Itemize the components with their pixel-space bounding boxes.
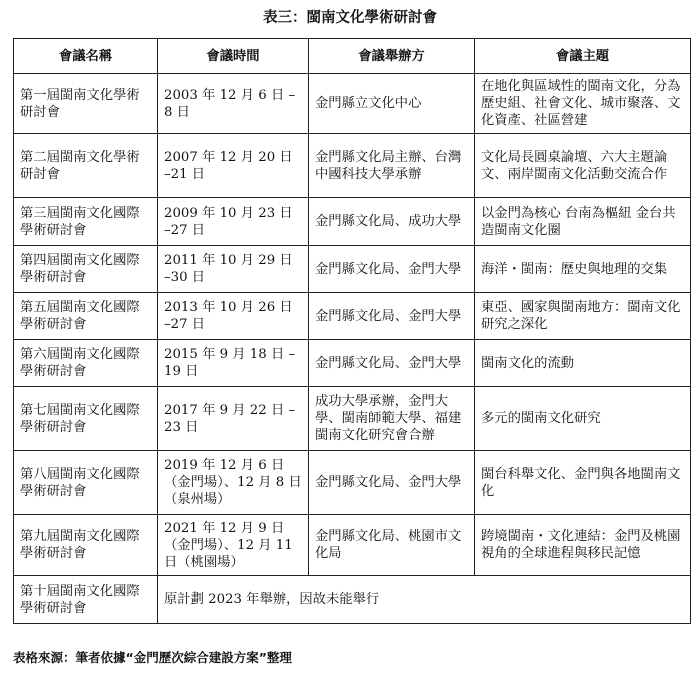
cell-name: 第六屆閩南文化國際學術研討會 [14,340,158,387]
table-row [14,293,691,340]
cell-theme: 閩南文化的流動 [475,340,691,387]
cell-theme: 海洋・閩南：歷史與地理的交集 [475,246,691,293]
header-time: 會議時間 [158,39,309,74]
cell-organizer: 金門縣文化局、金門大學 [309,246,475,293]
table-row [14,198,691,246]
cell-name: 第四屆閩南文化國際學術研討會 [14,246,158,293]
cell-theme: 東亞、國家與閩南地方：閩南文化研究之深化 [475,293,691,340]
cell-theme: 文化局長圓桌論壇、六大主題論文、兩岸閩南文化活動交流合作 [475,134,691,198]
cell-time: 2011 年 10 月 29 日 –30 日 [158,246,309,293]
table-title: 表三：閩南文化學術研討會 [263,10,437,26]
cell-organizer: 成功大學承辦，金門大學、閩南師範大學、福建閩南文化研究會合辦 [309,387,475,451]
conference-table [13,38,691,624]
table-body [14,74,691,624]
header-organizer: 會議舉辦方 [309,39,475,74]
cell-name: 第八屆閩南文化國際學術研討會 [14,451,158,515]
cell-name: 第十屆閩南文化國際學術研討會 [14,576,158,624]
cell-time: 2021 年 12 月 9 日（金門場）、12 月 11 日（桃園場） [158,515,309,576]
table-row [14,451,691,515]
cell-organizer: 金門縣文化局、金門大學 [309,451,475,515]
cell-name: 第二屆閩南文化學術研討會 [14,134,158,198]
cell-theme: 以金門為核心 台南為樞紐 金台共造閩南文化圈 [475,198,691,246]
cell-time: 2015 年 9 月 18 日 –19 日 [158,340,309,387]
cell-organizer: 金門縣文化局、金門大學 [309,340,475,387]
cell-organizer: 金門縣文化局、金門大學 [309,293,475,340]
cell-theme: 閩台科舉文化、金門與各地閩南文化 [475,451,691,515]
cell-theme: 跨境閩南・文化連結：金門及桃園視角的全球進程與移民記憶 [475,515,691,576]
table-row [14,246,691,293]
cell-name: 第一屆閩南文化學術研討會 [14,74,158,134]
cell-note: 原計劃 2023 年舉辦，因故未能舉行 [158,576,691,624]
cell-organizer: 金門縣文化局、桃園市文化局 [309,515,475,576]
source-note: 表格來源：筆者依據“金門歷次綜合建設方案”整理 [13,650,292,665]
table-row [14,515,691,576]
cell-time: 2003 年 12 月 6 日 –8 日 [158,74,309,134]
header-name: 會議名稱 [14,39,158,74]
cell-name: 第五屆閩南文化國際學術研討會 [14,293,158,340]
cell-theme: 在地化與區域性的閩南文化，分為歷史組、社會文化、城市聚落、文化資產、社區營建 [475,74,691,134]
cell-organizer: 金門縣文化局、成功大學 [309,198,475,246]
cell-name: 第三屆閩南文化國際學術研討會 [14,198,158,246]
table-row [14,576,691,624]
table-row [14,340,691,387]
header-row [14,39,691,74]
table-row [14,134,691,198]
cell-theme: 多元的閩南文化研究 [475,387,691,451]
table-row [14,74,691,134]
cell-time: 2017 年 9 月 22 日 –23 日 [158,387,309,451]
cell-organizer: 金門縣文化局主辦、台灣中國科技大學承辦 [309,134,475,198]
table-header [14,39,691,74]
header-theme: 會議主題 [475,39,691,74]
cell-organizer: 金門縣立文化中心 [309,74,475,134]
table-row [14,387,691,451]
cell-time: 2009 年 10 月 23 日 –27 日 [158,198,309,246]
cell-time: 2019 年 12 月 6 日（金門場）、12 月 8 日（泉州場） [158,451,309,515]
cell-name: 第九屆閩南文化國際學術研討會 [14,515,158,576]
cell-time: 2013 年 10 月 26 日 –27 日 [158,293,309,340]
cell-name: 第七屆閩南文化國際學術研討會 [14,387,158,451]
cell-time: 2007 年 12 月 20 日 –21 日 [158,134,309,198]
